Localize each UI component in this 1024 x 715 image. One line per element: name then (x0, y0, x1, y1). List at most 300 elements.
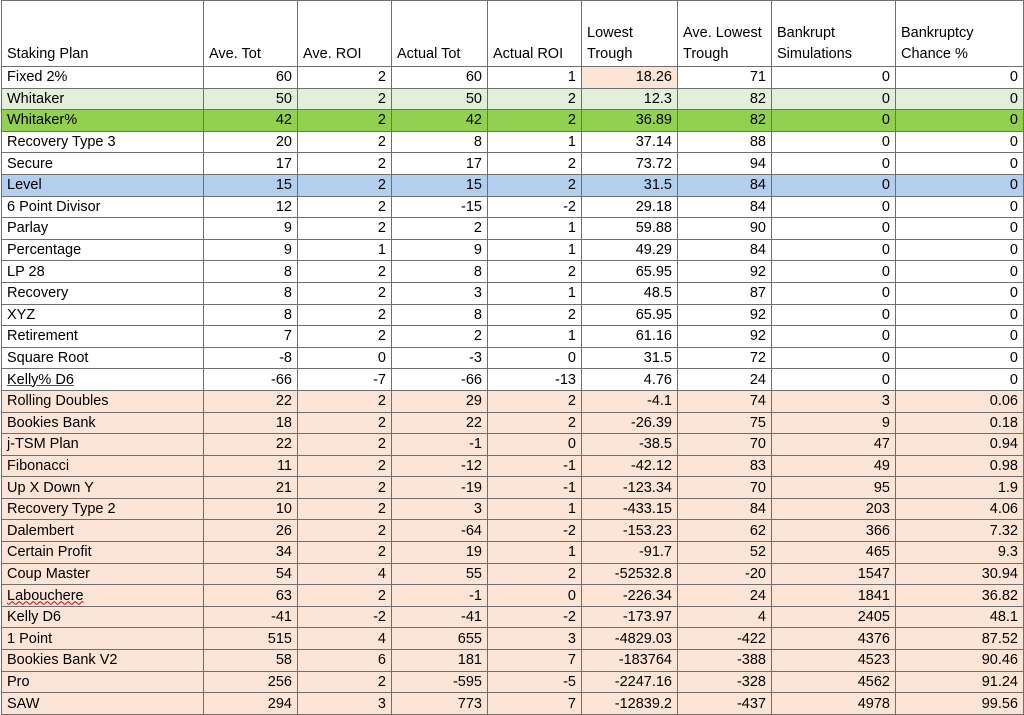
actual-roi-cell: 1 (488, 131, 582, 153)
header-bankrupt-simulations: Bankrupt Simulations (772, 1, 896, 67)
ave-roi-cell: 2 (298, 542, 392, 564)
actual-roi-cell: 2 (488, 174, 582, 196)
ave-lowest-trough-cell: 24 (678, 585, 772, 607)
ave-tot-cell: 515 (204, 628, 298, 650)
bankruptcy-chance-cell: 91.24 (896, 671, 1024, 693)
ave-tot-cell: 8 (204, 282, 298, 304)
ave-lowest-trough-cell: 83 (678, 455, 772, 477)
bankruptcy-chance-cell: 0 (896, 347, 1024, 369)
bankrupt-sims-cell: 0 (772, 110, 896, 132)
plan-cell: Recovery Type 2 (2, 498, 204, 520)
actual-roi-cell: -1 (488, 455, 582, 477)
actual-tot-cell: 2 (392, 326, 488, 348)
ave-roi-cell: 4 (298, 563, 392, 585)
ave-tot-cell: 20 (204, 131, 298, 153)
ave-tot-cell: 9 (204, 239, 298, 261)
ave-tot-cell: 22 (204, 390, 298, 412)
ave-roi-cell: -7 (298, 369, 392, 391)
ave-roi-cell: 2 (298, 261, 392, 283)
actual-roi-cell: -1 (488, 477, 582, 499)
table-row (2, 434, 1024, 456)
actual-tot-cell: 8 (392, 261, 488, 283)
ave-tot-cell: -8 (204, 347, 298, 369)
lowest-trough-cell: 4.76 (582, 369, 678, 391)
lowest-trough-cell: -183764 (582, 650, 678, 672)
actual-roi-cell: 0 (488, 347, 582, 369)
bankruptcy-chance-cell: 0 (896, 326, 1024, 348)
actual-tot-cell: -3 (392, 347, 488, 369)
bankrupt-sims-cell: 0 (772, 218, 896, 240)
lowest-trough-cell: -4.1 (582, 390, 678, 412)
ave-lowest-trough-cell: 92 (678, 326, 772, 348)
ave-tot-cell: 21 (204, 477, 298, 499)
actual-roi-cell: -2 (488, 520, 582, 542)
lowest-trough-cell: 49.29 (582, 239, 678, 261)
actual-tot-cell: 42 (392, 110, 488, 132)
bankruptcy-chance-cell: 0 (896, 282, 1024, 304)
ave-tot-cell: 9 (204, 218, 298, 240)
actual-roi-cell: 7 (488, 650, 582, 672)
actual-tot-cell: -66 (392, 369, 488, 391)
ave-roi-cell: 2 (298, 498, 392, 520)
plan-cell: Dalembert (2, 520, 204, 542)
bankrupt-sims-cell: 366 (772, 520, 896, 542)
plan-cell: Level (2, 174, 204, 196)
ave-roi-cell: 2 (298, 671, 392, 693)
actual-tot-cell: 773 (392, 693, 488, 715)
table-row (2, 477, 1024, 499)
ave-tot-cell: 10 (204, 498, 298, 520)
table-row (2, 498, 1024, 520)
actual-tot-cell: -64 (392, 520, 488, 542)
bankrupt-sims-cell: 0 (772, 369, 896, 391)
actual-roi-cell: 1 (488, 218, 582, 240)
bankruptcy-chance-cell: 0.06 (896, 390, 1024, 412)
table-row (2, 110, 1024, 132)
bankruptcy-chance-cell: 0.98 (896, 455, 1024, 477)
bankruptcy-chance-cell: 0 (896, 131, 1024, 153)
plan-cell: Square Root (2, 347, 204, 369)
ave-lowest-trough-cell: 88 (678, 131, 772, 153)
table-row (2, 369, 1024, 391)
actual-tot-cell: 655 (392, 628, 488, 650)
table-row (2, 153, 1024, 175)
actual-roi-cell: 0 (488, 585, 582, 607)
table-row (2, 282, 1024, 304)
header-bankruptcy-chance: Bankruptcy Chance % (896, 1, 1024, 67)
ave-lowest-trough-cell: 84 (678, 174, 772, 196)
ave-lowest-trough-cell: 84 (678, 239, 772, 261)
ave-lowest-trough-cell: 74 (678, 390, 772, 412)
ave-lowest-trough-cell: 82 (678, 110, 772, 132)
plan-cell: Retirement (2, 326, 204, 348)
plan-cell: Percentage (2, 239, 204, 261)
ave-roi-cell: 6 (298, 650, 392, 672)
plan-cell: j-TSM Plan (2, 434, 204, 456)
ave-lowest-trough-cell: 72 (678, 347, 772, 369)
table-row (2, 628, 1024, 650)
bankrupt-sims-cell: 0 (772, 67, 896, 89)
bankruptcy-chance-cell: 9.3 (896, 542, 1024, 564)
bankruptcy-chance-cell: 36.82 (896, 585, 1024, 607)
lowest-trough-cell: 73.72 (582, 153, 678, 175)
ave-tot-cell: -66 (204, 369, 298, 391)
bankrupt-sims-cell: 4376 (772, 628, 896, 650)
bankrupt-sims-cell: 0 (772, 131, 896, 153)
bankrupt-sims-cell: 3 (772, 390, 896, 412)
bankrupt-sims-cell: 47 (772, 434, 896, 456)
header-ave-lowest-trough: Ave. Lowest Trough (678, 1, 772, 67)
actual-roi-cell: 2 (488, 153, 582, 175)
lowest-trough-cell: 29.18 (582, 196, 678, 218)
plan-cell: Secure (2, 153, 204, 175)
ave-tot-cell: 42 (204, 110, 298, 132)
bankruptcy-chance-cell: 0 (896, 239, 1024, 261)
plan-cell: XYZ (2, 304, 204, 326)
ave-roi-cell: 2 (298, 131, 392, 153)
actual-roi-cell: 1 (488, 67, 582, 89)
header-row (2, 1, 1024, 67)
ave-tot-cell: 15 (204, 174, 298, 196)
plan-cell: Recovery (2, 282, 204, 304)
table-row (2, 455, 1024, 477)
ave-tot-cell: 17 (204, 153, 298, 175)
staking-plan-table (1, 0, 1024, 715)
plan-cell: Parlay (2, 218, 204, 240)
bankruptcy-chance-cell: 90.46 (896, 650, 1024, 672)
ave-lowest-trough-cell: 24 (678, 369, 772, 391)
bankrupt-sims-cell: 0 (772, 153, 896, 175)
bankrupt-sims-cell: 1547 (772, 563, 896, 585)
header-lowest-trough: Lowest Trough (582, 1, 678, 67)
plan-cell: Labouchere (2, 585, 204, 607)
plan-cell: Recovery Type 3 (2, 131, 204, 153)
lowest-trough-cell: -433.15 (582, 498, 678, 520)
table-row (2, 606, 1024, 628)
bankrupt-sims-cell: 1841 (772, 585, 896, 607)
table-row (2, 542, 1024, 564)
bankrupt-sims-cell: 4978 (772, 693, 896, 715)
actual-roi-cell: 3 (488, 628, 582, 650)
lowest-trough-cell: 65.95 (582, 261, 678, 283)
actual-roi-cell: -13 (488, 369, 582, 391)
ave-roi-cell: 2 (298, 585, 392, 607)
bankruptcy-chance-cell: 0 (896, 110, 1024, 132)
actual-roi-cell: -2 (488, 606, 582, 628)
bankrupt-sims-cell: 0 (772, 347, 896, 369)
bankrupt-sims-cell: 465 (772, 542, 896, 564)
actual-tot-cell: -1 (392, 434, 488, 456)
plan-cell: Bookies Bank V2 (2, 650, 204, 672)
actual-tot-cell: 60 (392, 67, 488, 89)
table-row (2, 585, 1024, 607)
actual-tot-cell: 29 (392, 390, 488, 412)
ave-lowest-trough-cell: 71 (678, 67, 772, 89)
bankrupt-sims-cell: 0 (772, 174, 896, 196)
lowest-trough-cell: -2247.16 (582, 671, 678, 693)
lowest-trough-cell: 65.95 (582, 304, 678, 326)
plan-cell: Kelly% D6 (2, 369, 204, 391)
table-row (2, 650, 1024, 672)
ave-roi-cell: 2 (298, 196, 392, 218)
table-row (2, 520, 1024, 542)
ave-lowest-trough-cell: -20 (678, 563, 772, 585)
actual-roi-cell: 1 (488, 498, 582, 520)
plan-cell: Up X Down Y (2, 477, 204, 499)
plan-cell: Rolling Doubles (2, 390, 204, 412)
actual-roi-cell: 2 (488, 563, 582, 585)
ave-lowest-trough-cell: -422 (678, 628, 772, 650)
ave-tot-cell: -41 (204, 606, 298, 628)
bankruptcy-chance-cell: 1.9 (896, 477, 1024, 499)
ave-lowest-trough-cell: 70 (678, 434, 772, 456)
bankruptcy-chance-cell: 0 (896, 67, 1024, 89)
actual-tot-cell: 2 (392, 218, 488, 240)
table-row (2, 693, 1024, 715)
ave-lowest-trough-cell: 84 (678, 196, 772, 218)
ave-lowest-trough-cell: 87 (678, 282, 772, 304)
ave-lowest-trough-cell: 84 (678, 498, 772, 520)
ave-lowest-trough-cell: 75 (678, 412, 772, 434)
ave-roi-cell: 0 (298, 347, 392, 369)
table-row (2, 326, 1024, 348)
ave-roi-cell: 2 (298, 412, 392, 434)
lowest-trough-cell: -12839.2 (582, 693, 678, 715)
actual-tot-cell: 55 (392, 563, 488, 585)
plan-cell: Whitaker (2, 88, 204, 110)
header-ave-roi: Ave. ROI (298, 1, 392, 67)
bankruptcy-chance-cell: 48.1 (896, 606, 1024, 628)
plan-cell: SAW (2, 693, 204, 715)
actual-tot-cell: 22 (392, 412, 488, 434)
plan-cell: Pro (2, 671, 204, 693)
bankruptcy-chance-cell: 0.94 (896, 434, 1024, 456)
lowest-trough-cell: -91.7 (582, 542, 678, 564)
actual-tot-cell: -15 (392, 196, 488, 218)
ave-lowest-trough-cell: 92 (678, 304, 772, 326)
ave-tot-cell: 22 (204, 434, 298, 456)
bankrupt-sims-cell: 0 (772, 304, 896, 326)
lowest-trough-cell: -153.23 (582, 520, 678, 542)
bankrupt-sims-cell: 203 (772, 498, 896, 520)
ave-tot-cell: 58 (204, 650, 298, 672)
actual-roi-cell: -5 (488, 671, 582, 693)
bankrupt-sims-cell: 0 (772, 326, 896, 348)
bankrupt-sims-cell: 4562 (772, 671, 896, 693)
table-row (2, 390, 1024, 412)
plan-cell: Bookies Bank (2, 412, 204, 434)
actual-tot-cell: 17 (392, 153, 488, 175)
ave-roi-cell: 2 (298, 304, 392, 326)
actual-tot-cell: 15 (392, 174, 488, 196)
actual-roi-cell: 1 (488, 282, 582, 304)
bankrupt-sims-cell: 0 (772, 261, 896, 283)
lowest-trough-cell: -52532.8 (582, 563, 678, 585)
actual-tot-cell: 8 (392, 131, 488, 153)
actual-tot-cell: 181 (392, 650, 488, 672)
ave-tot-cell: 12 (204, 196, 298, 218)
ave-lowest-trough-cell: -328 (678, 671, 772, 693)
bankruptcy-chance-cell: 30.94 (896, 563, 1024, 585)
ave-lowest-trough-cell: 92 (678, 261, 772, 283)
ave-tot-cell: 26 (204, 520, 298, 542)
bankrupt-sims-cell: 95 (772, 477, 896, 499)
actual-tot-cell: 19 (392, 542, 488, 564)
ave-tot-cell: 8 (204, 304, 298, 326)
bankruptcy-chance-cell: 87.52 (896, 628, 1024, 650)
ave-roi-cell: -2 (298, 606, 392, 628)
ave-roi-cell: 1 (298, 239, 392, 261)
actual-tot-cell: 9 (392, 239, 488, 261)
table-row (2, 239, 1024, 261)
table-row (2, 218, 1024, 240)
lowest-trough-cell: -26.39 (582, 412, 678, 434)
ave-roi-cell: 2 (298, 153, 392, 175)
actual-roi-cell: 1 (488, 326, 582, 348)
table-row (2, 261, 1024, 283)
ave-lowest-trough-cell: 82 (678, 88, 772, 110)
plan-cell: 6 Point Divisor (2, 196, 204, 218)
bankrupt-sims-cell: 9 (772, 412, 896, 434)
bankruptcy-chance-cell: 0 (896, 218, 1024, 240)
ave-tot-cell: 34 (204, 542, 298, 564)
bankruptcy-chance-cell: 0 (896, 196, 1024, 218)
table-row (2, 67, 1024, 89)
lowest-trough-cell: -123.34 (582, 477, 678, 499)
ave-roi-cell: 2 (298, 434, 392, 456)
plan-cell: Fixed 2% (2, 67, 204, 89)
lowest-trough-cell: 37.14 (582, 131, 678, 153)
plan-cell: LP 28 (2, 261, 204, 283)
ave-tot-cell: 60 (204, 67, 298, 89)
ave-tot-cell: 50 (204, 88, 298, 110)
ave-lowest-trough-cell: 94 (678, 153, 772, 175)
actual-roi-cell: 1 (488, 239, 582, 261)
ave-lowest-trough-cell: 70 (678, 477, 772, 499)
ave-roi-cell: 2 (298, 88, 392, 110)
ave-tot-cell: 18 (204, 412, 298, 434)
ave-roi-cell: 2 (298, 218, 392, 240)
plan-cell: Fibonacci (2, 455, 204, 477)
ave-tot-cell: 54 (204, 563, 298, 585)
table-row (2, 131, 1024, 153)
lowest-trough-cell: -42.12 (582, 455, 678, 477)
bankrupt-sims-cell: 0 (772, 196, 896, 218)
bankruptcy-chance-cell: 0 (896, 88, 1024, 110)
table-body (2, 67, 1024, 715)
table-row (2, 412, 1024, 434)
lowest-trough-cell: 59.88 (582, 218, 678, 240)
actual-tot-cell: -41 (392, 606, 488, 628)
ave-roi-cell: 2 (298, 110, 392, 132)
ave-tot-cell: 256 (204, 671, 298, 693)
actual-tot-cell: -19 (392, 477, 488, 499)
actual-roi-cell: 2 (488, 412, 582, 434)
ave-lowest-trough-cell: 90 (678, 218, 772, 240)
ave-roi-cell: 2 (298, 174, 392, 196)
ave-roi-cell: 2 (298, 390, 392, 412)
bankruptcy-chance-cell: 0 (896, 369, 1024, 391)
table-row (2, 196, 1024, 218)
table-row (2, 174, 1024, 196)
ave-tot-cell: 8 (204, 261, 298, 283)
ave-lowest-trough-cell: -388 (678, 650, 772, 672)
bankrupt-sims-cell: 49 (772, 455, 896, 477)
bankruptcy-chance-cell: 7.32 (896, 520, 1024, 542)
actual-tot-cell: -1 (392, 585, 488, 607)
actual-tot-cell: -595 (392, 671, 488, 693)
actual-roi-cell: 2 (488, 390, 582, 412)
ave-lowest-trough-cell: 52 (678, 542, 772, 564)
plan-cell: Certain Profit (2, 542, 204, 564)
table-row (2, 88, 1024, 110)
ave-tot-cell: 7 (204, 326, 298, 348)
bankrupt-sims-cell: 0 (772, 239, 896, 261)
bankrupt-sims-cell: 4523 (772, 650, 896, 672)
ave-roi-cell: 4 (298, 628, 392, 650)
actual-roi-cell: 2 (488, 261, 582, 283)
bankruptcy-chance-cell: 0 (896, 304, 1024, 326)
plan-cell: 1 Point (2, 628, 204, 650)
bankrupt-sims-cell: 0 (772, 88, 896, 110)
ave-lowest-trough-cell: -437 (678, 693, 772, 715)
lowest-trough-cell: 31.5 (582, 174, 678, 196)
lowest-trough-cell: 31.5 (582, 347, 678, 369)
ave-lowest-trough-cell: 4 (678, 606, 772, 628)
lowest-trough-cell: 61.16 (582, 326, 678, 348)
bankruptcy-chance-cell: 0 (896, 174, 1024, 196)
header-ave-tot: Ave. Tot (204, 1, 298, 67)
actual-roi-cell: 2 (488, 110, 582, 132)
actual-tot-cell: 3 (392, 498, 488, 520)
actual-roi-cell: 1 (488, 542, 582, 564)
lowest-trough-cell: 36.89 (582, 110, 678, 132)
actual-tot-cell: 8 (392, 304, 488, 326)
bankruptcy-chance-cell: 99.56 (896, 693, 1024, 715)
ave-roi-cell: 2 (298, 477, 392, 499)
actual-roi-cell: 7 (488, 693, 582, 715)
ave-tot-cell: 294 (204, 693, 298, 715)
ave-roi-cell: 2 (298, 520, 392, 542)
header-staking-plan: Staking Plan (2, 1, 204, 67)
actual-roi-cell: -2 (488, 196, 582, 218)
plan-cell: Coup Master (2, 563, 204, 585)
header-actual-roi: Actual ROI (488, 1, 582, 67)
bankrupt-sims-cell: 2405 (772, 606, 896, 628)
bankruptcy-chance-cell: 0.18 (896, 412, 1024, 434)
actual-roi-cell: 2 (488, 304, 582, 326)
actual-roi-cell: 2 (488, 88, 582, 110)
ave-roi-cell: 3 (298, 693, 392, 715)
actual-roi-cell: 0 (488, 434, 582, 456)
bankruptcy-chance-cell: 0 (896, 261, 1024, 283)
ave-tot-cell: 63 (204, 585, 298, 607)
plan-cell: Whitaker% (2, 110, 204, 132)
actual-tot-cell: 50 (392, 88, 488, 110)
bankruptcy-chance-cell: 4.06 (896, 498, 1024, 520)
plan-cell: Kelly D6 (2, 606, 204, 628)
ave-roi-cell: 2 (298, 455, 392, 477)
ave-roi-cell: 2 (298, 67, 392, 89)
bankrupt-sims-cell: 0 (772, 282, 896, 304)
lowest-trough-cell: -226.34 (582, 585, 678, 607)
header-actual-tot: Actual Tot (392, 1, 488, 67)
lowest-trough-cell: 48.5 (582, 282, 678, 304)
table-row (2, 671, 1024, 693)
lowest-trough-cell: -173.97 (582, 606, 678, 628)
actual-tot-cell: -12 (392, 455, 488, 477)
ave-roi-cell: 2 (298, 282, 392, 304)
